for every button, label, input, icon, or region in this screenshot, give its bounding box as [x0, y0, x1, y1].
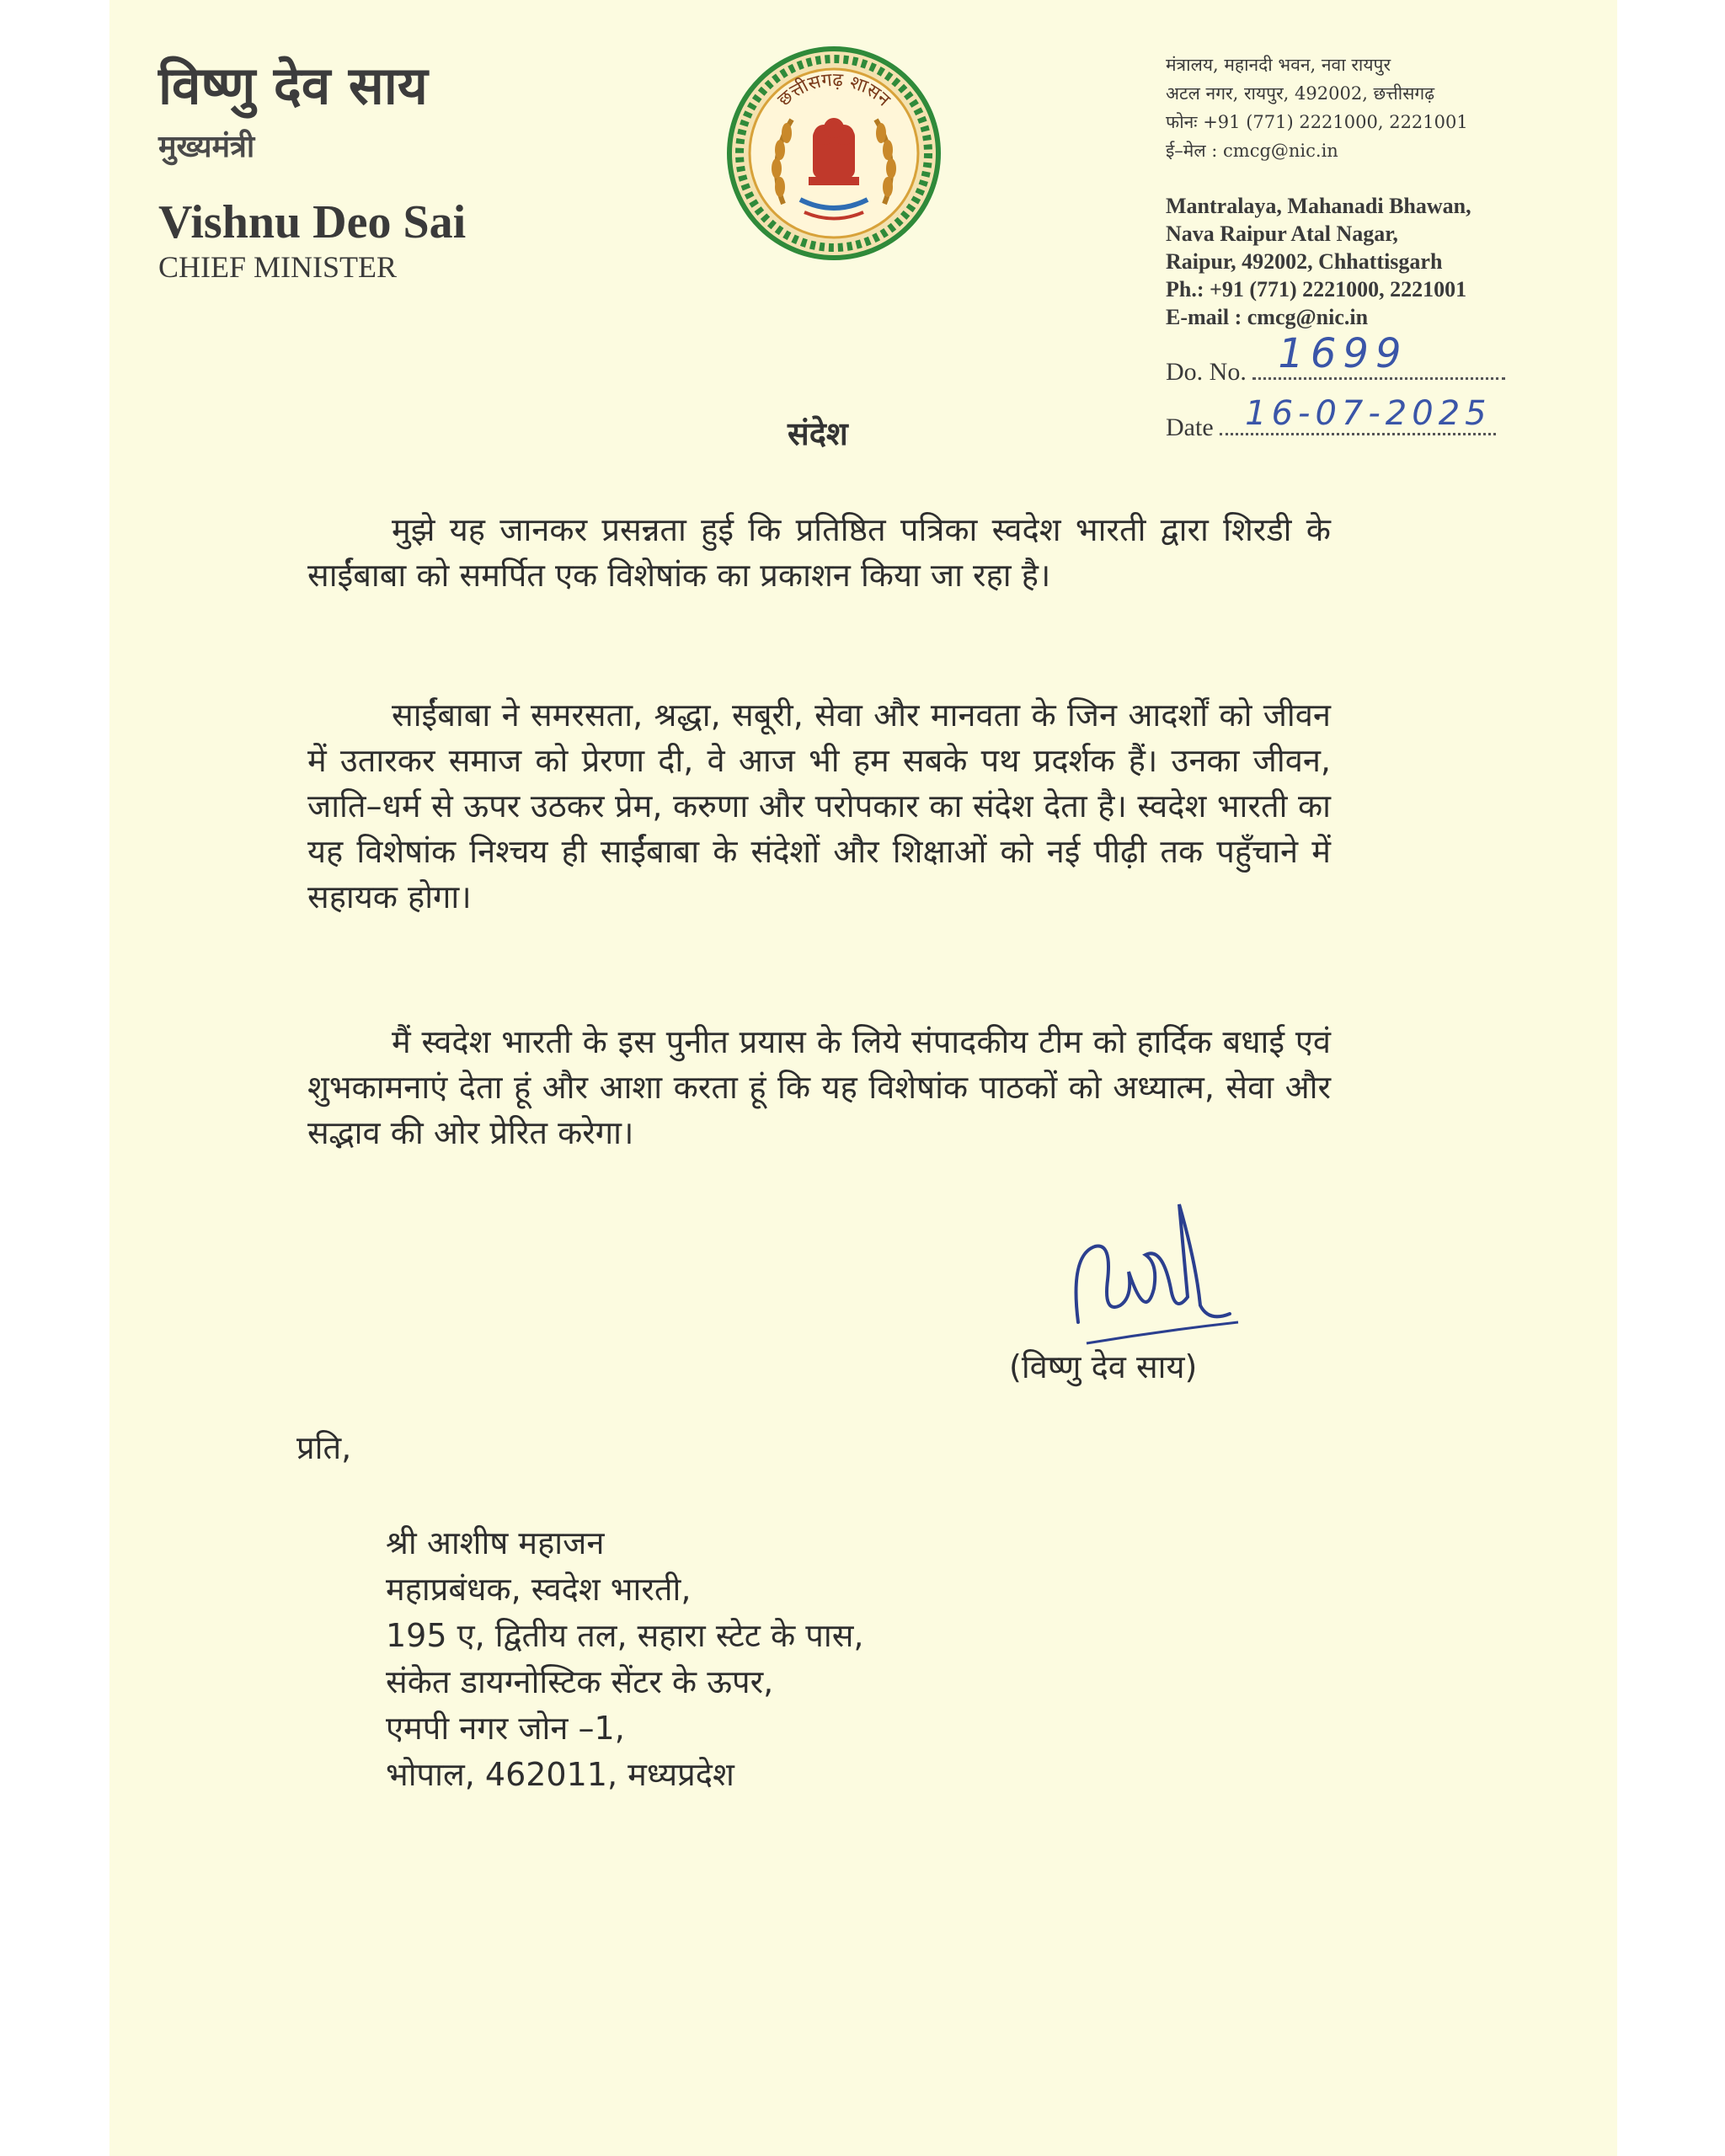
name-hindi: विष्णु देव साय: [158, 55, 428, 116]
address-english-line: Raipur, 492002, Chhattisgarh: [1166, 249, 1443, 274]
prati-label: प्रति,: [296, 1429, 352, 1466]
title-hindi: मुख्यमंत्री: [158, 129, 255, 164]
do-number-field: [1252, 330, 1505, 380]
address-english-line: Ph.: +91 (771) 2221000, 2221001: [1166, 277, 1467, 302]
recipient-line: एमपी नगर जोन –1,: [386, 1710, 625, 1747]
letter-subject: संदेश: [788, 415, 848, 452]
date-row: [1166, 394, 1496, 442]
do-number-row: [1166, 330, 1505, 387]
paragraph-2: साईंबाबा ने समरसता, श्रद्धा, सबूरी, सेवा और मानवता के जिन आदर्शों को जीवन में उतारकर समाज को प्रेरणा दी, वे आज भी हम सबके पथ प्रदर्शक हैं। उनका जीवन, जाति–धर्म से ऊपर उठकर प्रेम, करुणा और परोपकार का संदेश देता है। स्वदेश भारती का यह विशेषांक निश्चय ही साईंबाबा के संदेशों और शिक्षाओं को नई पीढ़ी तक पहुँचाने में सहायक होगा।: [307, 696, 1331, 915]
address-english-line: Nava Raipur Atal Nagar,: [1166, 221, 1398, 246]
name-english: Vishnu Deo Sai: [158, 196, 467, 248]
recipient-address: [386, 1520, 863, 1798]
paragraph-1: मुझे यह जानकर प्रसन्नता हुई कि प्रतिष्ठित पत्रिका स्वदेश भारती द्वारा शिरडी के साईंबाबा को समर्पित एक विशेषांक का प्रकाशन किया जा रहा है।: [307, 511, 1331, 594]
address-english-line: E-mail : cmcg@nic.in: [1166, 305, 1369, 329]
address-hindi: [1166, 51, 1468, 165]
recipient-line: भोपाल, 462011, मध्यप्रदेश: [386, 1756, 734, 1793]
recipient-line: 195 ए, द्वितीय तल, सहारा स्टेट के पास,: [386, 1617, 864, 1654]
date-field: [1220, 394, 1496, 435]
handwritten-signature: [1061, 1196, 1247, 1356]
address-hindi-line: ई–मेल : cmcg@nic.in: [1166, 141, 1338, 161]
emblem-text: छत्तीसगढ़ शासन: [773, 69, 895, 111]
recipient-line: श्री आशीष महाजन: [386, 1524, 605, 1561]
state-emblem-icon: [724, 44, 943, 263]
paragraph-3: मैं स्वदेश भारती के इस पुनीत प्रयास के लिये संपादकीय टीम को हार्दिक बधाई एवं शुभकामनाएं देता हूं और आशा करता हूं कि यह विशेषांक पाठकों को अध्यात्म, सेवा और सद्भाव की ओर प्रेरित करेगा।: [307, 1023, 1331, 1151]
title-english: CHIEF MINISTER: [158, 250, 398, 284]
recipient-line: महाप्रबंधक, स्वदेश भारती,: [386, 1571, 692, 1608]
do-number-value: 1699: [1278, 330, 1408, 377]
do-number-label: Do. No.: [1166, 358, 1247, 386]
address-hindi-line: मंत्रालय, महानदी भवन, नवा रायपुर: [1166, 55, 1391, 75]
address-hindi-line: फोनः +91 (771) 2221000, 2221001: [1166, 112, 1468, 132]
address-english-line: Mantralaya, Mahanadi Bhawan,: [1166, 194, 1471, 218]
signatory-name: (विष्णु देव साय): [1009, 1348, 1198, 1385]
recipient-line: संकेत डायग्नोस्टिक सेंटर के ऊपर,: [386, 1663, 774, 1700]
address-english: [1166, 192, 1471, 331]
date-label: Date: [1166, 414, 1214, 441]
address-hindi-line: अटल नगर, रायपुर, 492002, छत्तीसगढ़: [1166, 83, 1435, 104]
date-value: 16-07-2025: [1245, 394, 1492, 433]
